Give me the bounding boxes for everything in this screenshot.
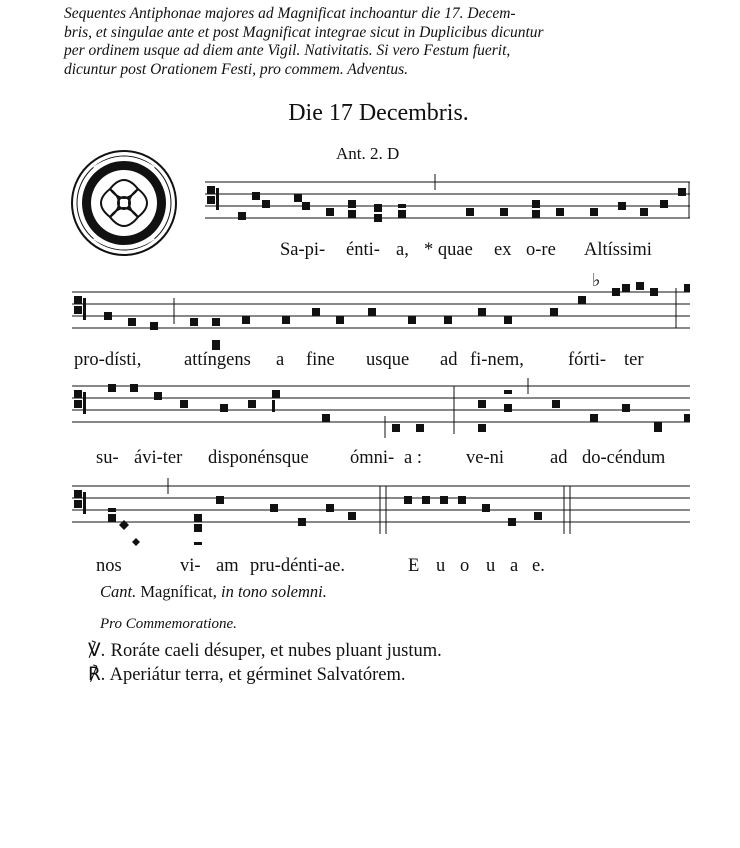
versicle xyxy=(88,640,442,662)
response-icon: ℟. xyxy=(88,665,106,685)
syllable: a, xyxy=(396,240,409,260)
syllable: o-re xyxy=(526,240,556,260)
syllable: o xyxy=(460,556,470,576)
syllable: a xyxy=(510,556,519,576)
syllable: ávi-ter xyxy=(134,448,183,468)
syllable: a xyxy=(276,350,285,370)
syllable: Altíssimi xyxy=(584,240,652,260)
syllable: a : xyxy=(404,448,422,468)
cantus-text: Magníficat, xyxy=(140,582,217,601)
syllable: su- xyxy=(96,448,119,468)
lyrics-line xyxy=(0,240,740,264)
syllable: attíngens xyxy=(184,350,251,370)
syllable: * quae xyxy=(424,240,473,260)
syllable: pro-dísti, xyxy=(74,350,142,370)
syllable: ex xyxy=(494,240,512,260)
page-title: Die 17 Decembris. xyxy=(288,100,469,126)
syllable: fórti- xyxy=(568,350,607,370)
syllable: disponénsque xyxy=(208,448,309,468)
syllable: ómni- xyxy=(350,448,395,468)
lyrics-line xyxy=(0,350,740,374)
syllable: fine xyxy=(306,350,335,370)
syllable: pru-dénti-ae. xyxy=(250,556,346,576)
intro-line: bris, et singulae ante et post Magnificat integrae sicut in Duplicibus dicuntur xyxy=(64,23,544,41)
syllable: ad xyxy=(440,350,458,370)
syllable: u xyxy=(436,556,446,576)
syllable: ad xyxy=(550,448,568,468)
cantus-label: Cant. xyxy=(100,582,137,601)
syllable: ve-ni xyxy=(466,448,505,468)
syllable: fi-nem, xyxy=(470,350,524,370)
lyrics-line xyxy=(0,448,740,472)
cantus-tone: in tono solemni. xyxy=(220,582,327,601)
syllable: do-céndum xyxy=(582,448,666,468)
syllable: am xyxy=(216,556,239,576)
commemoration-heading: Pro Commemoratione. xyxy=(100,616,237,632)
cantus-line xyxy=(100,582,327,602)
intro-line: per ordinem usque ad diem ante Vigil. Nativitatis. Si vero Festum fuerit, xyxy=(64,42,511,59)
response xyxy=(88,664,405,686)
intro-line: Sequentes Antiphonae majores ad Magnificat inchoantur die 17. Decem- xyxy=(64,5,516,22)
antiphon-label: Ant. 2. D xyxy=(336,144,400,163)
syllable: E xyxy=(408,556,420,576)
versicle-text: Roráte caeli désuper, et nubes pluant justum. xyxy=(110,641,442,661)
syllable: énti- xyxy=(346,240,380,260)
lyrics-line xyxy=(0,556,740,580)
syllable: ter xyxy=(624,350,644,370)
response-text: Aperiátur terra, et gérminet Salvatórem. xyxy=(109,665,406,685)
syllable: vi- xyxy=(180,556,201,576)
intro-line: dicuntur post Orationem Festi, pro commem. Adventus. xyxy=(64,60,408,78)
syllable: u xyxy=(486,556,496,576)
syllable: nos xyxy=(96,556,122,576)
versicle-icon: ℣. xyxy=(88,641,106,661)
svg-text:♭: ♭ xyxy=(592,270,601,291)
syllable: e. xyxy=(532,556,545,576)
syllable: Sa-pi- xyxy=(280,240,326,260)
syllable: usque xyxy=(366,350,410,370)
